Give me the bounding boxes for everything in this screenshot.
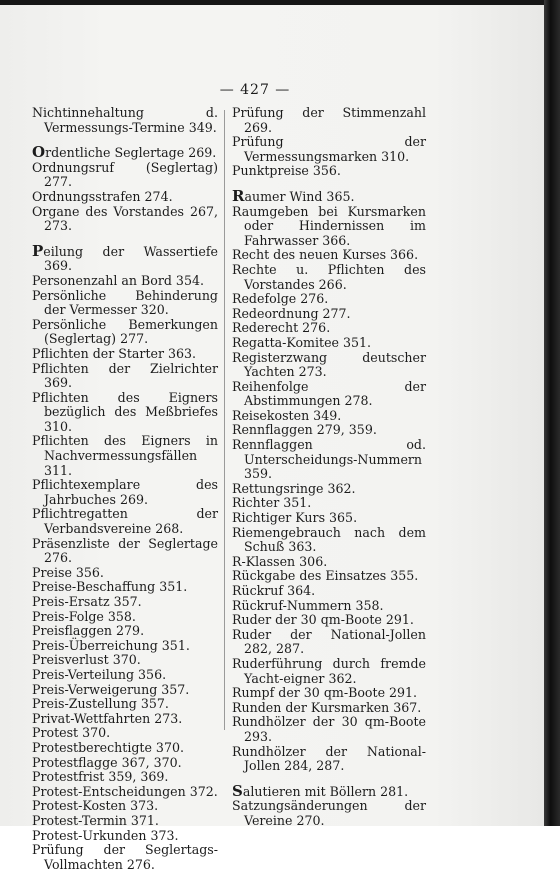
index-entry <box>32 537 218 566</box>
index-entry-text: Ordnungsstrafen 274. <box>32 188 173 204</box>
index-entry <box>232 321 426 336</box>
index-entry-text: Raumgeben bei Kursmarken oder Hindernissen im Fahrwasser 366. <box>232 203 426 248</box>
index-entry <box>32 770 218 785</box>
index-entry-text: Protest-Termin 371. <box>32 812 159 828</box>
index-entry-text: Ruder der National-Jollen 282, 287. <box>232 626 426 657</box>
index-entry <box>32 580 218 595</box>
index-entry-text: Rettungsringe 362. <box>232 480 356 496</box>
index-entry <box>232 584 426 599</box>
index-entry-text: Ruder der 30 qm-Boote 291. <box>232 612 414 628</box>
index-entry <box>32 726 218 741</box>
index-entry <box>32 712 218 727</box>
index-entry-text: Protest-Entscheidungen 372. <box>32 783 218 799</box>
index-entry <box>232 526 426 555</box>
index-entry <box>32 106 218 135</box>
index-entry-text: Recht des neuen Kurses 366. <box>232 247 419 263</box>
index-entry-text: Preisflaggen 279. <box>32 623 145 639</box>
index-entry-text: Redeordnung 277. <box>232 305 351 321</box>
index-entry-text: Protest-Kosten 373. <box>32 798 159 814</box>
index-entry-text: Protestfrist 359, 369. <box>32 769 169 785</box>
index-entry-text: Ordnungsruf (Seglertag) 277. <box>32 159 218 190</box>
index-entry-text: Reisekosten 349. <box>232 407 342 423</box>
index-entry <box>232 701 426 716</box>
section-initial-letter: S <box>232 781 243 800</box>
index-entry <box>232 307 426 322</box>
index-entry-text: Richtiger Kurs 365. <box>232 510 358 526</box>
index-entry-text: Rückgabe des Einsatzes 355. <box>232 568 419 584</box>
index-entry <box>32 843 218 872</box>
page-number: — 427 — <box>219 82 291 98</box>
index-entry <box>232 205 426 249</box>
index-entry-text: Redefolge 276. <box>232 291 329 307</box>
index-entry <box>32 814 218 829</box>
index-entry-text: Nichtinnehaltung d. Vermessungs-Termine 349. <box>32 105 218 135</box>
index-entry <box>232 657 426 686</box>
index-entry <box>32 362 218 391</box>
index-entry <box>32 595 218 610</box>
index-entry <box>32 161 218 190</box>
index-entry <box>232 482 426 497</box>
index-entry-text: Richter 351. <box>232 495 312 511</box>
index-column-right <box>232 106 426 829</box>
index-entry <box>232 781 426 800</box>
index-entry-text: Protestberechtigte 370. <box>32 739 184 755</box>
index-entry-text: rdentliche Seglertage 269. <box>45 145 217 161</box>
index-entry-text: Pflichtexemplare des Jahrbuches 269. <box>32 477 218 507</box>
index-entry-text: Pflichten des Eigners bezüglich des Meßbriefes 310. <box>32 389 218 434</box>
index-entry <box>32 190 218 205</box>
index-entry <box>232 380 426 409</box>
index-entry <box>232 511 426 526</box>
index-entry-text: Prüfung der Stimmenzahl 269. <box>232 105 426 135</box>
index-entry <box>232 248 426 263</box>
index-entry <box>232 423 426 438</box>
index-entry-text: Ruderführung durch fremde Yacht-eigner 362. <box>232 655 426 686</box>
index-entry <box>232 438 426 482</box>
index-entry-text: Pflichtregatten der Verbandsvereine 268. <box>32 506 218 537</box>
index-entry <box>232 292 426 307</box>
index-entry <box>232 555 426 570</box>
index-entry <box>32 756 218 771</box>
index-entry <box>232 135 426 164</box>
index-entry-text: Preis-Ersatz 357. <box>32 594 142 609</box>
index-entry-text: Organe des Vorstandes 267, 273. <box>32 203 218 234</box>
index-entry <box>232 745 426 774</box>
index-entry <box>32 391 218 435</box>
index-entry <box>232 186 426 205</box>
index-entry-text: Riemengebrauch nach dem Schuß 363. <box>232 524 426 555</box>
index-entry <box>232 569 426 584</box>
index-entry <box>232 351 426 380</box>
column-divider <box>224 110 225 730</box>
index-entry <box>232 496 426 511</box>
index-entry-text: Reihenfolge der Abstimmungen 278. <box>232 378 426 409</box>
index-entry-text: Runden der Kursmarken 367. <box>232 699 422 715</box>
index-entry-text: Präsenzliste der Seglertage 276. <box>32 535 218 566</box>
index-entry-text: Preis-Verweigerung 357. <box>32 681 190 697</box>
index-entry <box>32 145 218 161</box>
index-entry <box>32 741 218 756</box>
book-spine-edge <box>544 0 560 826</box>
index-entry-text: aumer Wind 365. <box>244 188 355 204</box>
index-entry <box>32 274 218 289</box>
index-entry-text: Satzungsänderungen der Vereine 270. <box>232 798 426 828</box>
index-entry-text: Protest 370. <box>32 725 111 741</box>
index-entry-text: Rückruf 364. <box>232 583 316 598</box>
index-entry <box>32 668 218 683</box>
index-entry <box>232 686 426 701</box>
index-entry-text: Registerzwang deutscher Yachten 273. <box>232 349 426 380</box>
index-entry <box>232 409 426 424</box>
index-entry-text: R-Klassen 306. <box>232 553 328 569</box>
index-entry <box>32 318 218 347</box>
index-entry-text: Preis-Überreichung 351. <box>32 637 190 653</box>
index-entry-text: Persönliche Bemerkungen (Seglertag) 277. <box>32 316 218 347</box>
index-entry-text: Preis-Folge 358. <box>32 608 136 624</box>
index-entry <box>32 683 218 698</box>
section-initial-letter: R <box>232 186 245 205</box>
index-entry-text: Pflichten der Starter 363. <box>32 345 197 361</box>
index-entry <box>32 478 218 507</box>
index-entry <box>232 799 426 828</box>
index-entry-text: Rundhölzer der National-Jollen 284, 287. <box>232 743 426 774</box>
index-entry-text: Preis-Verteilung 356. <box>32 666 167 682</box>
index-entry-text: Pflichten des Eigners in Nachvermessungsfällen 311. <box>32 433 218 478</box>
index-entry-text: Rennflaggen 279, 359. <box>232 422 377 438</box>
section-initial-letter: P <box>32 241 44 260</box>
index-entry-text: Preise-Beschaffung 351. <box>32 579 188 595</box>
index-entry-text: Regatta-Komitee 351. <box>232 334 372 350</box>
index-entry-text: Pflichten der Zielrichter 369. <box>32 360 218 391</box>
index-entry <box>232 263 426 292</box>
index-entry <box>32 624 218 639</box>
scan-top-edge <box>0 0 560 5</box>
index-entry <box>232 613 426 628</box>
index-column-left <box>32 106 218 872</box>
index-entry-text: Prüfung der Seglertags-Vollmachten 276. <box>32 842 218 872</box>
section-initial-letter: O <box>32 143 46 162</box>
index-entry-text: Protestflagge 367, 370. <box>32 754 182 770</box>
index-entry <box>32 653 218 668</box>
index-entry <box>32 785 218 800</box>
index-entry-text: Rückruf-Nummern 358. <box>232 597 384 613</box>
index-entry <box>32 566 218 581</box>
index-entry-text: Punktpreise 356. <box>232 163 341 179</box>
index-entry <box>232 106 426 135</box>
index-entry <box>32 241 218 274</box>
index-entry <box>32 507 218 536</box>
index-entry <box>32 347 218 362</box>
index-entry-text: Privat-Wettfahrten 273. <box>32 710 183 726</box>
index-entry <box>232 628 426 657</box>
index-entry <box>32 610 218 625</box>
index-entry-text: Rennflaggen od. Unterscheidungs-Nummern 359. <box>232 437 426 482</box>
index-entry <box>32 697 218 712</box>
index-entry <box>32 289 218 318</box>
index-entry <box>32 205 218 234</box>
index-entry <box>232 599 426 614</box>
index-entry-text: eilung der Wassertiefe 369. <box>43 243 218 274</box>
index-entry-text: Preise 356. <box>32 564 104 580</box>
index-entry-text: Preis-Zustellung 357. <box>32 696 169 712</box>
index-entry <box>232 715 426 744</box>
index-entry-text: Rumpf der 30 qm-Boote 291. <box>232 685 418 701</box>
index-entry-text: alutieren mit Böllern 281. <box>242 783 409 799</box>
index-entry <box>232 336 426 351</box>
index-entry-text: Personenzahl an Bord 354. <box>32 272 204 288</box>
index-entry-text: Preisverlust 370. <box>32 652 141 668</box>
index-entry-text: Protest-Urkunden 373. <box>32 827 179 843</box>
index-entry-text: Rechte u. Pflichten des Vorstandes 266. <box>232 261 426 292</box>
index-entry-text: Rundhölzer der 30 qm-Boote 293. <box>232 714 426 744</box>
index-entry-text: Rederecht 276. <box>232 320 331 336</box>
index-entry <box>32 799 218 814</box>
index-entry <box>32 829 218 844</box>
index-entry <box>32 434 218 478</box>
index-entry-text: Persönliche Behinderung der Vermesser 320. <box>32 287 218 318</box>
index-entry-text: Prüfung der Vermessungsmarken 310. <box>232 134 426 164</box>
index-entry <box>32 639 218 654</box>
index-entry <box>232 164 426 179</box>
